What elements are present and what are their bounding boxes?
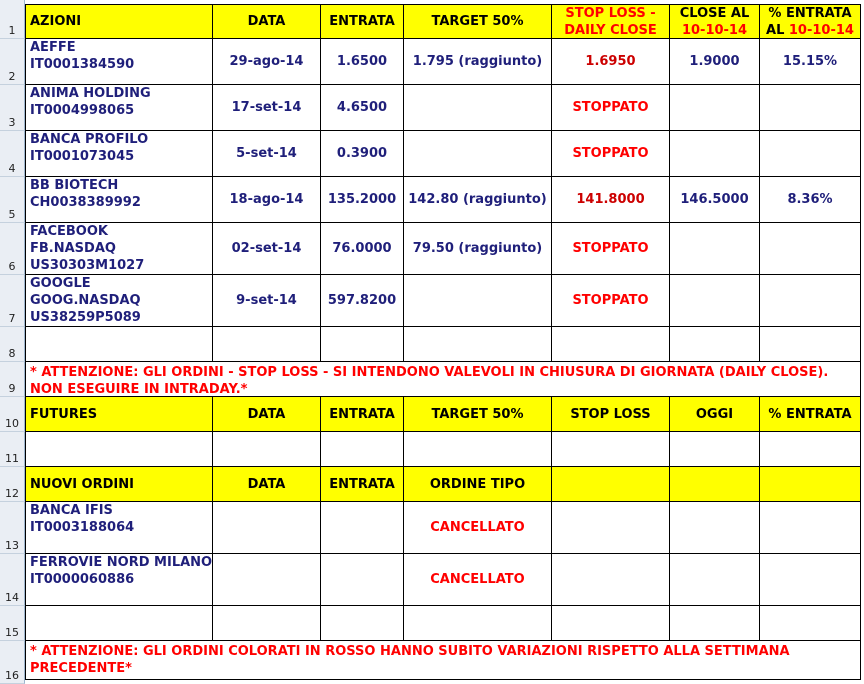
stock-name: FACEBOOK [30, 224, 108, 239]
header-close[interactable] [670, 5, 760, 39]
cell-target[interactable]: 142.80 (raggiunto) [404, 177, 552, 223]
stock-name: BANCA IFIS [30, 503, 113, 518]
header-close-line1: CLOSE AL [679, 5, 750, 21]
header-perc-entrata[interactable] [760, 5, 861, 39]
cell-ordine-tipo[interactable]: CANCELLATO [404, 554, 552, 606]
note-line: * ATTENZIONE: GLI ORDINI - STOP LOSS - SI INTENDONO VALEVOLI IN CHIUSURA DI GIORNATA (DAILY CLOSE). [30, 365, 829, 380]
cell-target[interactable] [404, 85, 552, 131]
table-row-bb-biotech-name[interactable] [26, 177, 213, 223]
cell-perc[interactable]: 15.15% [760, 39, 861, 85]
header-stop-loss-line2: DAILY CLOSE [564, 22, 657, 38]
cell-entrata[interactable]: 597.8200 [321, 275, 404, 327]
header-ordine-tipo[interactable]: ORDINE TIPO [404, 467, 552, 502]
stock-name: BANCA PROFILO [30, 132, 149, 147]
table-row-ferrovie-name[interactable] [26, 554, 213, 606]
stock-name: ANIMA HOLDING [30, 86, 151, 101]
cell-data[interactable]: 29-ago-14 [213, 39, 321, 85]
row-header[interactable]: 14 [0, 554, 25, 606]
table-row-anima-name[interactable] [26, 85, 213, 131]
cell-empty[interactable] [404, 606, 552, 641]
cell-data[interactable]: 17-set-14 [213, 85, 321, 131]
cell-entrata[interactable] [321, 554, 404, 606]
table-row-banca-profilo-name[interactable] [26, 131, 213, 177]
cell-perc[interactable]: 8.36% [760, 177, 861, 223]
stock-name: AEFFE [30, 40, 76, 55]
stock-ticker: GOOG.NASDAQ [30, 293, 141, 308]
cell-entrata[interactable]: 4.6500 [321, 85, 404, 131]
stock-ticker: FB.NASDAQ [30, 241, 116, 256]
cell-target[interactable] [404, 275, 552, 327]
cell-perc[interactable] [760, 85, 861, 131]
cell-close[interactable]: 146.5000 [670, 177, 760, 223]
header-entrata[interactable]: ENTRATA [321, 5, 404, 39]
header-data[interactable]: DATA [213, 467, 321, 502]
cell-close[interactable]: 1.9000 [670, 39, 760, 85]
stock-isin: IT0001384590 [30, 57, 135, 72]
note-line: NON ESEGUIRE IN INTRADAY.* [30, 382, 248, 397]
cell-data[interactable] [213, 502, 321, 554]
header-empty[interactable] [670, 467, 760, 502]
row-header[interactable]: 10 [0, 397, 25, 432]
cell-data[interactable]: 18-ago-14 [213, 177, 321, 223]
cell-empty[interactable] [552, 554, 670, 606]
row-header[interactable]: 4 [0, 131, 25, 177]
header-stop-loss[interactable]: STOP LOSS [552, 397, 670, 432]
header-target[interactable]: TARGET 50% [404, 397, 552, 432]
table-row-facebook-name[interactable] [26, 223, 213, 275]
cell-data[interactable] [213, 554, 321, 606]
cell-close[interactable] [670, 85, 760, 131]
cell-perc[interactable] [760, 275, 861, 327]
row-header[interactable]: 3 [0, 85, 25, 131]
cell-empty[interactable] [26, 327, 213, 362]
cell-stop-loss[interactable]: STOPPATO [552, 131, 670, 177]
cell-close[interactable] [670, 275, 760, 327]
cell-perc[interactable] [760, 223, 861, 275]
header-entrata[interactable]: ENTRATA [321, 467, 404, 502]
cell-close[interactable] [670, 223, 760, 275]
cell-empty[interactable] [404, 432, 552, 467]
cell-data[interactable]: 5-set-14 [213, 131, 321, 177]
row-header[interactable]: 16 [0, 641, 25, 684]
header-oggi[interactable]: OGGI [670, 397, 760, 432]
cell-empty[interactable] [760, 327, 861, 362]
cell-data[interactable]: 02-set-14 [213, 223, 321, 275]
stock-name: GOOGLE [30, 276, 91, 291]
header-target[interactable]: TARGET 50% [404, 5, 552, 39]
header-data[interactable]: DATA [213, 5, 321, 39]
cell-entrata[interactable] [321, 502, 404, 554]
note-line: * ATTENZIONE: GLI ORDINI COLORATI IN ROSSO HANNO SUBITO VARIAZIONI RISPETTO ALLA SETTIMANA [30, 644, 790, 659]
cell-entrata[interactable]: 76.0000 [321, 223, 404, 275]
header-data[interactable]: DATA [213, 397, 321, 432]
cell-empty[interactable] [26, 606, 213, 641]
stock-isin: IT0000060886 [30, 572, 135, 587]
row-header[interactable]: 15 [0, 606, 25, 641]
cell-empty[interactable] [321, 327, 404, 362]
cell-stop-loss[interactable]: STOPPATO [552, 223, 670, 275]
cell-empty[interactable] [213, 606, 321, 641]
stock-name: FERROVIE NORD MILANO [30, 555, 213, 570]
stop-loss-note[interactable] [26, 362, 861, 397]
cell-entrata[interactable]: 1.6500 [321, 39, 404, 85]
note-line: PRECEDENTE* [30, 661, 132, 676]
cell-perc[interactable] [760, 131, 861, 177]
cell-empty[interactable] [321, 606, 404, 641]
cell-empty[interactable] [760, 606, 861, 641]
stock-isin: US30303M1027 [30, 258, 145, 273]
cell-target[interactable]: 79.50 (raggiunto) [404, 223, 552, 275]
cell-empty[interactable] [552, 606, 670, 641]
table-row-google-name[interactable] [26, 275, 213, 327]
cell-empty[interactable] [760, 432, 861, 467]
cell-empty[interactable] [760, 502, 861, 554]
header-azioni[interactable]: AZIONI [26, 5, 213, 39]
header-futures[interactable]: FUTURES [26, 397, 213, 432]
stock-isin: IT0004998065 [30, 103, 135, 118]
row-header[interactable]: 9 [0, 362, 25, 397]
header-stop-loss[interactable] [552, 5, 670, 39]
cell-empty[interactable] [404, 327, 552, 362]
header-perc-line2: AL 10-10-14 [766, 22, 854, 38]
header-close-line2: 10-10-14 [681, 22, 748, 38]
row-header[interactable]: 11 [0, 432, 25, 467]
row-header[interactable]: 8 [0, 327, 25, 362]
cell-target[interactable]: 1.795 (raggiunto) [404, 39, 552, 85]
red-orders-note[interactable] [26, 641, 861, 680]
row-header[interactable]: 12 [0, 467, 25, 502]
cell-stop-loss[interactable]: 1.6950 [552, 39, 670, 85]
header-perc-line1: % ENTRATA [768, 5, 852, 21]
cell-empty[interactable] [26, 432, 213, 467]
cell-close[interactable] [670, 131, 760, 177]
cell-stop-loss[interactable]: STOPPATO [552, 275, 670, 327]
cell-empty[interactable] [552, 502, 670, 554]
table-row-banca-ifis-name[interactable] [26, 502, 213, 554]
stock-isin: IT0001073045 [30, 149, 135, 164]
table-row-aeffe-name[interactable] [26, 39, 213, 85]
cell-empty[interactable] [321, 432, 404, 467]
cell-empty[interactable] [670, 554, 760, 606]
stock-isin: IT0003188064 [30, 520, 135, 535]
cell-target[interactable] [404, 131, 552, 177]
row-header[interactable]: 1 [0, 0, 25, 39]
cell-empty[interactable] [760, 554, 861, 606]
row-header[interactable]: 6 [0, 223, 25, 275]
header-empty[interactable] [760, 467, 861, 502]
cell-stop-loss[interactable]: 141.8000 [552, 177, 670, 223]
row-header[interactable]: 2 [0, 39, 25, 85]
cell-empty[interactable] [552, 327, 670, 362]
header-nuovi-ordini[interactable]: NUOVI ORDINI [26, 467, 213, 502]
header-entrata[interactable]: ENTRATA [321, 397, 404, 432]
cell-empty[interactable] [670, 327, 760, 362]
cell-entrata[interactable]: 135.2000 [321, 177, 404, 223]
stock-isin: CH0038389992 [30, 195, 141, 210]
header-stop-loss-line1: STOP LOSS - [565, 5, 656, 21]
cell-data[interactable]: 9-set-14 [213, 275, 321, 327]
cell-empty[interactable] [670, 432, 760, 467]
cell-empty[interactable] [213, 432, 321, 467]
header-perc-entrata[interactable]: % ENTRATA [760, 397, 861, 432]
cell-ordine-tipo[interactable]: CANCELLATO [404, 502, 552, 554]
header-empty[interactable] [552, 467, 670, 502]
cell-empty[interactable] [670, 502, 760, 554]
cell-empty[interactable] [670, 606, 760, 641]
cell-empty[interactable] [213, 327, 321, 362]
row-header[interactable]: 5 [0, 177, 25, 223]
cell-empty[interactable] [552, 432, 670, 467]
row-header[interactable]: 13 [0, 502, 25, 554]
stock-name: BB BIOTECH [30, 178, 119, 193]
cell-entrata[interactable]: 0.3900 [321, 131, 404, 177]
stock-isin: US38259P5089 [30, 310, 141, 325]
row-header[interactable]: 7 [0, 275, 25, 327]
cell-stop-loss[interactable]: STOPPATO [552, 85, 670, 131]
